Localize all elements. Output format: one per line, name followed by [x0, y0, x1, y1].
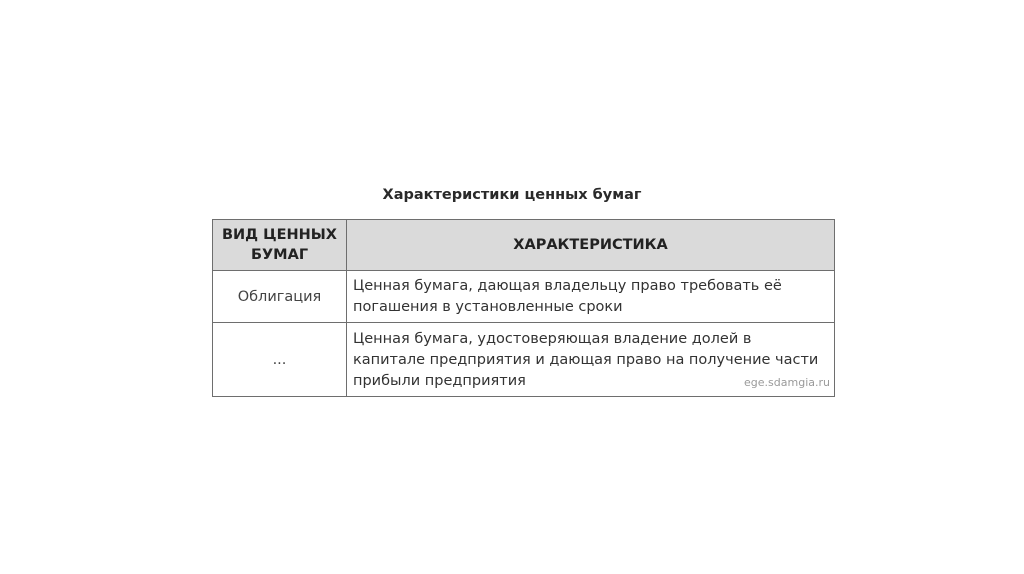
header-characteristic: ХАРАКТЕРИСТИКА [347, 220, 835, 271]
security-type-cell: ... [213, 323, 347, 397]
table-row [213, 323, 835, 397]
table-title: Характеристики ценных бумаг [382, 187, 642, 203]
characteristic-cell: Ценная бумага, дающая владельцу право требовать её погашения в установленные сроки [347, 271, 835, 323]
source-watermark: ege.sdamgia.ru [744, 376, 830, 389]
table-row [213, 271, 835, 323]
table-header-row [213, 220, 835, 271]
securities-table [212, 219, 835, 397]
characteristic-text: Ценная бумага, удостоверяющая владение долей в капитале предприятия и дающая право на получение части прибыли предприятия [353, 330, 819, 389]
security-type-cell: Облигация [213, 271, 347, 323]
characteristic-cell [347, 323, 835, 397]
header-security-type: ВИД ЦЕННЫХ БУМАГ [213, 220, 347, 271]
